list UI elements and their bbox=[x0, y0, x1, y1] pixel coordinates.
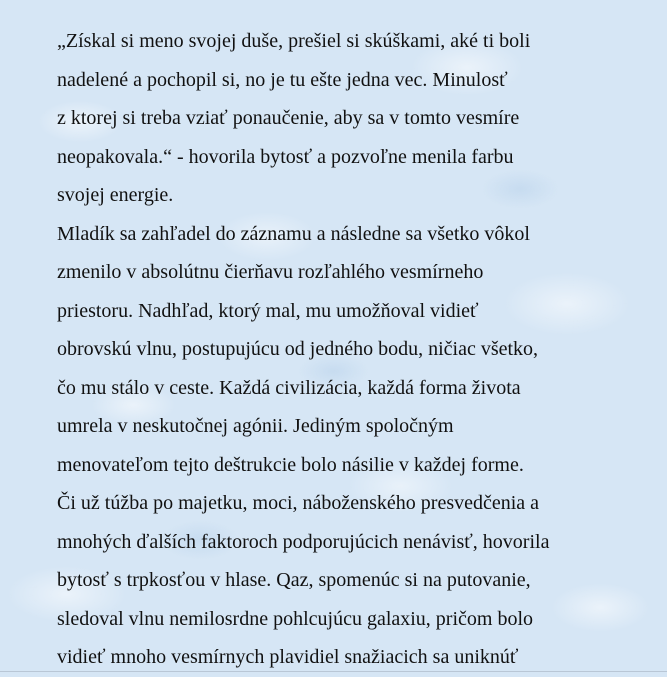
document-text bbox=[57, 22, 617, 677]
text-line-6: Mladík sa zahľadel do záznamu a následne sa všetko vôkol bbox=[57, 222, 530, 245]
text-line-8: priestoru. Nadhľad, ktorý mal, mu umožňoval vidieť bbox=[57, 299, 479, 322]
text-line-14: mnohých ďalších faktoroch podporujúcich nenávisť, hovorila bbox=[57, 530, 550, 553]
text-line-1: „Získal si meno svojej duše, prešiel si skúškami, aké ti boli bbox=[57, 30, 531, 52]
text-line-15: bytosť s trpkosťou v hlase. Qaz, spomenúc si na putovanie, bbox=[57, 569, 531, 591]
text-line-4: neopakovala.“ - hovorila bytosť a pozvoľne menila farbu bbox=[57, 145, 514, 168]
text-line-10: čo mu stálo v ceste. Každá civilizácia, každá forma života bbox=[57, 376, 521, 399]
text-line-9: obrovskú vlnu, postupujúcu od jedného bodu, ničiac všetko, bbox=[57, 338, 539, 360]
text-line-12: menovateľom tejto deštrukcie bolo násilie v každej forme. bbox=[57, 453, 524, 476]
text-line-17: vidieť mnoho vesmírnych plavidiel snažiacich sa uniknúť bbox=[57, 646, 519, 668]
text-line-13: Či už túžba po majetku, moci, náboženského presvedčenia a bbox=[57, 492, 540, 514]
text-line-16: sledoval vlnu nemilosrdne pohlcujúcu galaxiu, pričom bolo bbox=[57, 607, 534, 630]
text-line-7: zmenilo v absolútnu čierňavu rozľahlého vesmírneho bbox=[57, 261, 484, 283]
text-line-3: z ktorej si treba vziať ponaučenie, aby sa v tomto vesmíre bbox=[57, 107, 520, 129]
page-bottom-divider bbox=[0, 671, 667, 672]
text-line-5: svojej energie. bbox=[57, 184, 174, 206]
text-line-11: umrela v neskutočnej agónii. Jediným spoločným bbox=[57, 415, 454, 437]
text-line-2: nadelené a pochopil si, no je tu ešte jedna vec. Minulosť bbox=[57, 68, 508, 91]
